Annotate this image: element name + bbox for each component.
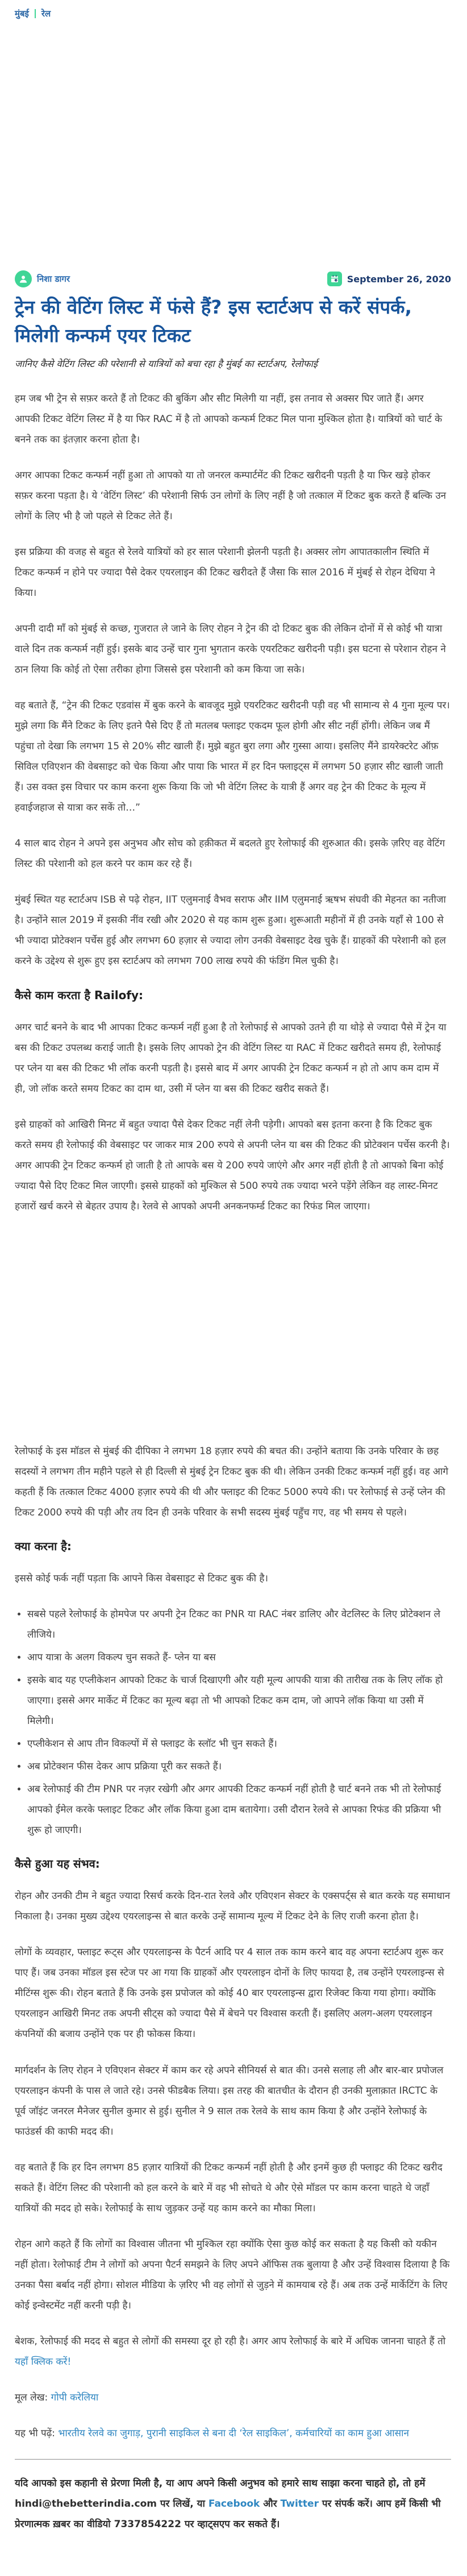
paragraph: रोहन और उनकी टीम ने बहुत ज्यादा रिसर्च करके दिन-रात रेलवे और एविएशन सेक्टर के एक्सपर्ट्स से बात करके यह समाधान निकाला है। उनका मुख्य उद्देश्य एयरलाइन्स से बात करके उन्हें सामान्य मूल्य में टिकट देने के लिए राजी करना होता है। [15,1890,451,1923]
paragraph: लोगों के व्यवहार, फ्लाइट रूट्स और एयरलाइन्स के पैटर्न आदि पर 4 साल तक काम करने बाद वह अपना स्टार्टअप शुरू कर पाए हैं। जब उनका मॉडल इस स्टेज पर आ गया कि ग्राहकों और एयरलाइन दोनों के लिए फायदा है, तब उन्होंने एयरलाइन्स से मीटिंग्स शुरू की। रोहन बताते हैं कि उनके इस प्रपोजल को कोई 40 बार एयरलाइन्स द्वारा रिजेक्ट किया गया होगा। क्योंकि एयरलाइन आखिरी मिनट तक अपनी सीट्स को ज्यादा पैसे में बेचने पर विश्वास करती हैं। इसलिए अलग-अलग एयरलाइन कंपनियों की बजाय उन्होंने एक पर ही फोकस किया। [15,1947,444,2040]
paragraph: मुंबई स्थित यह स्टार्टअप ISB से पढ़े रोहन, IIT एलुमनाई वैभव सराफ और IIM एलुमनाई ऋषभ संघवी की मेहनत का नतीजा है। उन्होंने साल 2019 में इसकी नींव रखी और 2020 से यह काम शुरू हुआ। शुरूआती महीनों में ही उनके यहाँ से 100 से भी ज्यादा प्रोटेक्शन पर्चेस हुई और लगभग 60 हज़ार से ज्यादा लोग उनकी वेबसाइट देख चुके हैं। ग्राहकों की परेशानी को हल करने के उद्देश्य से शुरू हुए इस स्टार्टअप को लगभग 700 लाख रुपये की फंडिंग मिल चुकी है। [15,894,446,967]
paragraph: अपनी दादी माँ को मुंबई से कच्छ, गुजरात ले जाने के लिए रोहन ने ट्रेन की दो टिकट बुक की लेकिन दोनों में से कोई भी यात्रा वाले दिन तक कन्फर्म नहीं हुई। इसके बाद उन्हें चार गुना भुगतान करके एयरटिकट खरीदनी पड़ी। इस घटना से परेशान रोहन ने ठान लिया कि कोई तो ऐसा तरीका होगा जिससे इस परेशानी को कम किया जा सके। [15,623,446,676]
paragraph [15,2387,451,2408]
author-name: निशा डागर [37,274,70,284]
paragraph: अगर आपका टिकट कन्फर्म नहीं हुआ तो आपको या तो जनरल कम्पार्टमेंट की टिकट खरीदनी पड़ती है या फिर खड़े होकर सफ़र करना पड़ता है। ये ‘वेटिंग लिस्ट’ की परेशानी सिर्फ उन लोगों के लिए नहीं है जो तत्काल में टिकट बुक करते हैं बल्कि उन लोगों के लिए भी है जो पहले से टिकट लेते हैं। [15,469,447,522]
inline-link[interactable]: गोपी करेलिया [51,2391,99,2403]
paragraph: 4 साल बाद रोहन ने अपने इस अनुभव और सोच को हक़ीकत में बदलते हुए रेलोफाई की शुरुआत की। इसके ज़रिए वह वेटिंग लिस्ट की परेशानी को हल करने पर काम कर रहे हैं। [15,838,445,870]
list-item: • सबसे पहले रेलोफाई के होमपेज पर अपनी ट्रेन टिकट का PNR या RAC नंबर डालिए और वेटलिस्ट के लिए प्रोटेक्शन ले लीजिये। [27,1604,451,1645]
inline-link[interactable]: भारतीय रेलवे का जुगाड़, पुरानी साइकिल से बना दी ‘रेल साइकिल’, कर्मचारियों का काम हुआ आसान [58,2427,409,2439]
author-link[interactable] [15,270,70,287]
list-item: • आप यात्रा के अलग विकल्प चुन सकते हैं- प्लेन या बस [27,1647,451,1668]
section-heading: कैसे हुआ यह संभव: [15,1857,100,1871]
paragraph: इससे कोई फर्क नहीं पड़ता कि आपने किस वेबसाइट से टिकट बुक की है। [15,1572,268,1584]
inline-link[interactable]: Facebook [208,2498,260,2510]
tag-separator [35,9,36,18]
text-span: बेशक, रेलोफाई की मदद से बहुत से लोगों की समस्या दूर हो रही है। अगर आप रेलोफाई के बारे में अधिक जानना चाहते हैं तो [15,2335,446,2347]
paragraph [15,2423,451,2444]
paragraph: अगर चार्ट बनने के बाद भी आपका टिकट कन्फर्म नहीं हुआ है तो रेलोफाई से आपको उतने ही या थोड़े से ज्यादा पैसे में ट्रेन या बस की टिकट उपलब्ध कराई जाती है। इसके लिए आपको ट्रेन की वेटिंग लिस्ट या RAC में टिकट खरीदते समय ही, रेलोफाई पर प्लेन या बस की टिकट भी लॉक करनी पड़ती है। इससे बाद में अगर आपकी ट्रेन टिकट कन्फर्म न हो तो आप कम दाम में ही, जो लॉक करते समय टिकट का दाम था, उसी में प्लेन या बस की टिकट खरीद सकते हैं। [15,1021,447,1095]
text-span: यदि आपको इस कहानी से प्रेरणा मिली है, या आप अपने किसी अनुभव को हमारे साथ साझा करना चाहते हो, तो हमें hindi@thebetterindia.com पर लिखें, या [15,2477,426,2510]
inline-link[interactable]: Twitter [280,2498,319,2510]
user-icon [15,270,32,287]
paragraph [15,2331,451,2372]
paragraph: रोहन आगे कहते हैं कि लोगों का विश्वास जीतना भी मुश्किल रहा क्योंकि ऐसा कुछ कोई कर सकता है यह किसी को यकीन नहीं होता। रेलोफाई टीम ने लोगों को अपना पैटर्न समझने के लिए अपने ऑफिस तक बुलाया है और उन्हें विश्वास दिलाया है कि उनका पैसा बर्बाद नहीं होगा। सोशल मीडिया के ज़रिए भी वह लोगों से जुड़ने में कामयाब रहे हैं। अब तक उन्हें मार्केटिंग के लिए कोई इन्वेस्टमेंट नहीं करनी पड़ी है। [15,2238,450,2311]
paragraph [15,2473,451,2535]
article-subtitle: जानिए कैसे वेटिंग लिस्ट की परेशानी से यात्रियों को बचा रहा है मुंबई का स्टार्टअप, रेलोफाई [15,358,318,369]
article-body [15,389,451,2535]
paragraph: वह बताते हैं, “ट्रेन की टिकट एडवांस में बुक करने के बावजूद मुझे एयरटिकट खरीदनी पड़ी वह भी सामान्य से 4 गुना मूल्य पर। मुझे लगा कि मैंने टिकट के लिए इतने पैसे दिए हैं तो मतलब फ्लाइट एकदम फूल होगी और सीट नहीं होंगी। लेकिन जब मैं पहुंचा तो देखा कि लगभग 15 से 20% सीट खाली हैं। मुझे बहुत बुरा लगा और गुस्सा आया। इसलिए मैंने डायरेक्टरेट ऑफ़ सिविल एविएशन की वेबसाइट को चेक किया और पाया कि भारत में हर दिन फ्लाइट्स में लगभग 50 हज़ार सीट खाली जाती हैं। उस वक्त इस विचार पर काम करना शुरू किया कि जो भी वेटिंग लिस्ट के यात्री हैं अगर वह ट्रेन की टिकट के मूल्य में हवाईजहाज से यात्रा कर सकें तो…” [15,700,450,814]
text-span: यह भी पढ़ें: [15,2427,59,2439]
text-span: और [260,2498,281,2510]
section-heading: क्या करना है: [15,1539,72,1553]
page-title: ट्रेन की वेटिंग लिस्ट में फंसे हैं? इस स्टार्टअप से करें संपर्क, मिलेगी कन्फर्म एयर टिकट [15,296,412,346]
inline-link[interactable]: यहाँ क्लिक करें! [15,2356,72,2368]
list-item: • अब रेलोफाई की टीम PNR पर नज़र रखेगी और अगर आपकी टिकट कन्फर्म नहीं होती है चार्ट बनने तक भी तो रेलोफाई आपको ईमेल करके फ्लाइट टिकट और लॉक किया हुआ दाम बतायेगा। उसी दौरान रेलवे से आपका रिफंड की प्रक्रिया भी शुरू हो जाएगी। [27,1779,451,1840]
paragraph: वह बताते हैं कि हर दिन लगभग 85 हज़ार यात्रियों की टिकट कन्फर्म नहीं होती है और इनमें कुछ ही फ्लाइट की टिकट खरीद सकते हैं। वेटिंग लिस्ट की परेशानी को हल करने के बारे में वह भी सोचते थे और ऐसे मॉडल पर काम करना चाहते थे जहाँ यात्रियों की मदद हो सके। रेलोफाई के साथ जुड़कर उन्हें यह काम करने का मौका मिला। [15,2161,443,2214]
paragraph: मार्गदर्शन के लिए रोहन ने एविएशन सेक्टर में काम कर रहे अपने सीनियर्स से बात की। उनसे सलाह ली और बार-बार प्रपोजल एयरलाइन कंपनी के पास ले जाते रहे। उनसे फीडबैक लिया। इस तरह की बातचीत के दौरान ही उनकी मुलाक़ात IRCTC के पूर्व जॉइंट जनरल मैनेजर सुनील कुमार से हुई। सुनील ने 9 साल तक रेलवे के साथ काम किया है और उन्होंने रेलोफाई के फाउंडर्स की काफी मदद की। [15,2064,444,2137]
paragraph: रेलोफाई के इस मॉडल से मुंबई की दीपिका ने लगभग 18 हज़ार रुपये की बचत की। उन्होंने बताया कि उनके परिवार के छह सदस्यों ने लगभग तीन महीने पहले से ही दिल्ली से मुंबई ट्रेन टिकट बुक की थी। लेकिन उनकी टिकट कन्फर्म नहीं हुई। वह आगे कहती हैं कि तत्काल टिकट 4000 हज़ार रुपये की थी और फ्लाइट की टिकट 5000 रुपये की। पर रेलोफाई से उन्हें प्लेन की टिकट 2000 रुपये की पड़ी और तय दिन ही उनके परिवार के सभी सदस्य मुंबई पहुँच गए, वह भी समय से पहले। [15,1445,448,1518]
tag-rail[interactable]: रेल [41,9,51,19]
embed-placeholder [15,1232,451,1441]
breadcrumb [15,8,451,19]
steps-list [15,1604,451,1840]
paragraph: इस प्रक्रिया की वजह से बहुत से रेलवे यात्रियों को हर साल परेशानी झेलनी पड़ती है। अक्सर लोग आपातकालीन स्थिति में टिकट कन्फर्म न होने पर ज्यादा पैसे देकर एयरलाइन की टिकट खरीदते हैं जैसा कि साल 2016 में मुंबई से रोहन देधिया ने किया। [15,546,435,599]
list-item: • एप्लीकेशन से आप तीन विकल्पों में से फ्लाइट के स्लॉट भी चुन सकते हैं। [27,1734,451,1754]
article-meta-row [15,270,451,287]
list-item: • इसके बाद यह एप्लीकेशन आपको टिकट के चार्ज दिखाएगी और यही मूल्य आपकी यात्रा की तारीख तक के लिए लॉक हो जाएगा। इससे अगर मार्केट में टिकट का मूल्य बढ़ा तो भी आपको टिकट कम दाम, जो आपने लॉक किया था उसी में मिलेगी। [27,1670,451,1731]
list-item: • अब प्रोटेक्शन फीस देकर आप प्रक्रिया पूरी कर सकते हैं। [27,1756,451,1777]
text-span: मूल लेख: [15,2391,51,2403]
calendar-icon [327,272,342,286]
paragraph: हम जब भी ट्रेन से सफ़र करते हैं तो टिकट की बुकिंग और सीट मिलेगी या नहीं, इस तनाव से अक्सर घिर जाते हैं। अगर आपकी टिकट वेटिंग लिस्ट में है या फिर RAC में है तो आपको कन्फर्म टिकट मिल पाना मुश्किल होता है। यात्रियों को चार्ट के बनने तक का इंतज़ार करना होता है। [15,393,443,445]
featured-image-placeholder [15,19,451,270]
paragraph: इसे ग्राहकों को आखिरी मिनट में बहुत ज्यादा पैसे देकर टिकट नहीं लेनी पड़ेगी। आपको बस इतना करना है कि टिकट बुक करते समय ही रेलोफाई की वेबसाइट पर जाकर मात्र 200 रुपये से अपनी प्लेन या बस की टिकट की प्रोटेक्शन पर्चेस करनी है। अगर आपकी ट्रेन टिकट कन्फर्म हो जाती है तो आपके बस ये 200 रुपये जाएंगे और अगर नहीं होती है तो आपको बिना कोई ज्यादा पैसे दिए टिकट मिल जाएगी। इससे ग्राहकों को मुश्किल से 500 रुपये तक ज्यादा भरने पड़ेंगे लेकिन वह लास्ट-मिनट हजारों खर्च करने से बेहतर उपाय है। रेलवे से आपको अपनी अनकनफर्म्ड टिकट का रिफंड मिल जाएगा। [15,1118,450,1212]
section-heading: कैसे काम करता है Railofy: [15,988,144,1002]
publish-date-wrap [327,272,451,286]
publish-date: September 26, 2020 [347,273,451,285]
text-span: पर संपर्क करें। आप हमें किसी भी प्रेरणात्मक ख़बर का वीडियो 7337854222 पर व्हाट्सएप कर सकते हैं। [15,2498,441,2531]
divider [15,2459,451,2460]
tag-mumbai[interactable]: मुंबई [15,9,29,19]
